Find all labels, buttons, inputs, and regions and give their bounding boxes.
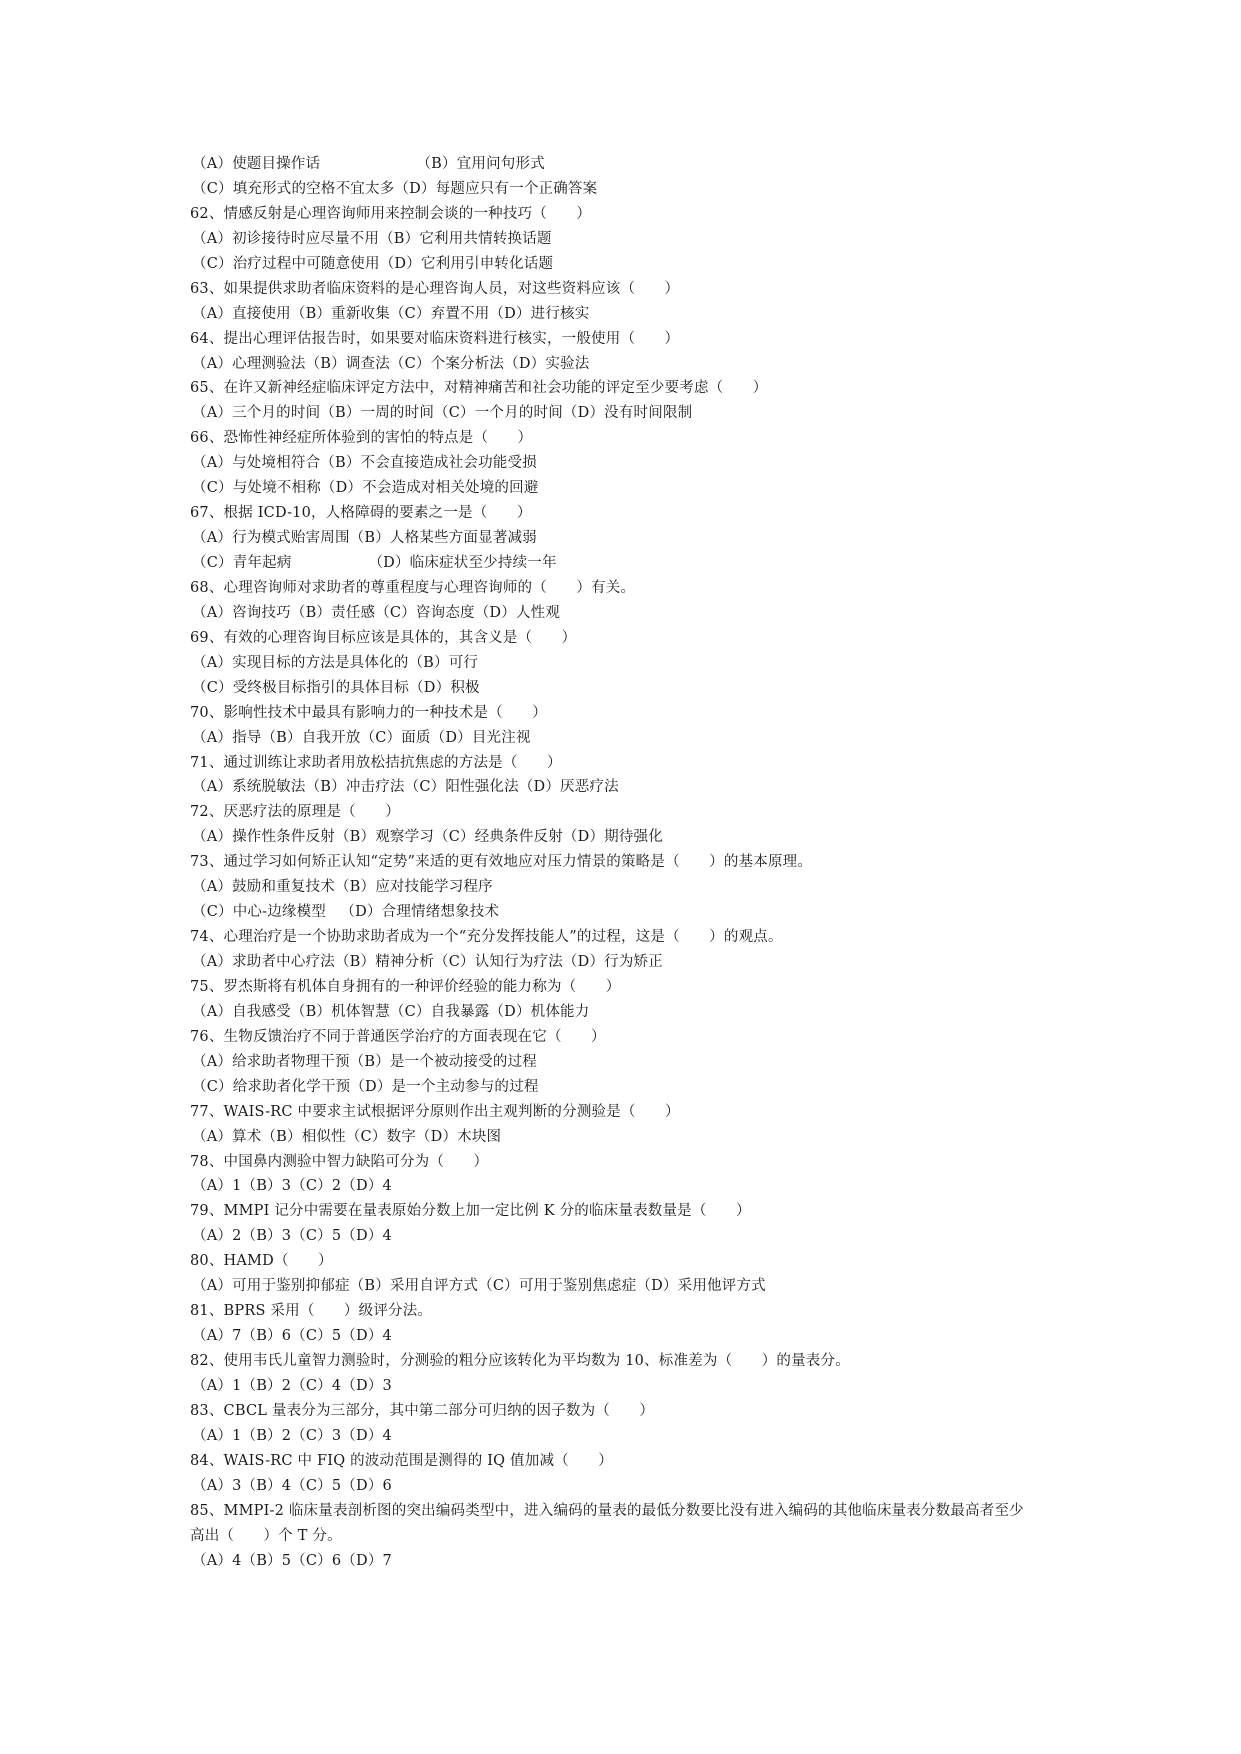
answer-options: （A）初诊接待时应尽量不用（B）它利用共情转换话题 [192, 230, 552, 247]
answer-options: （A）2（B）3（C）5（D）4 [192, 1228, 392, 1245]
answer-options: （C）中心-边缘模型 （D）合理情绪想象技术 [192, 904, 500, 921]
answer-options: （A）操作性条件反射（B）观察学习（C）经典条件反射（D）期待强化 [192, 829, 663, 846]
question-text: 78、中国鼻内测验中智力缺陷可分为（ ） [190, 1153, 489, 1170]
answer-options: （A）1（B）2（C）4（D）3 [192, 1377, 392, 1394]
answer-options: （A）三个月的时间（B）一周的时间（C）一个月的时间（D）没有时间限制 [192, 405, 693, 422]
answer-options: （A）求助者中心疗法（B）精神分析（C）认知行为疗法（D）行为矫正 [192, 954, 663, 970]
answer-options: （C）与处境不相称（D）不会造成对相关处境的回避 [192, 480, 539, 497]
question-text: 85、MMPI-2 临床量表剖析图的突出编码类型中，进入编码的量表的最低分数要比没有进入编码的其他临床量表分数最高者至少 [190, 1502, 1024, 1519]
question-text: 68、心理咨询师对求助者的尊重程度与心理咨询师的（ ）有关。 [190, 579, 636, 596]
answer-options: （A）直接使用（B）重新收集（C）弃置不用（D）进行核实 [192, 305, 590, 322]
question-text: 76、生物反馈治疗不同于普通医学治疗的方面表现在它（ ） [190, 1028, 606, 1045]
question-text: 80、HAMD（ ） [190, 1253, 333, 1270]
answer-options: （C）给求助者化学干预（D）是一个主动参与的过程 [192, 1078, 539, 1095]
question-text: 67、根据 ICD-10，人格障碍的要素之一是（ ） [190, 505, 532, 522]
answer-options: （A）鼓励和重复技术（B）应对技能学习程序 [192, 879, 493, 896]
question-text: 62、情感反射是心理咨询师用来控制会谈的一种技巧（ ） [190, 205, 592, 222]
question-text: 82、使用韦氏儿童智力测验时，分测验的粗分应该转化为平均数为 10、标准差为（ ）的量表分。 [190, 1353, 850, 1369]
answer-options: （A）自我感受（B）机体智慧（C）自我暴露（D）机体能力 [192, 1003, 590, 1020]
question-text: 74、心理治疗是一个协助求助者成为一个“充分发挥技能人”的过程，这是（ ）的观点。 [190, 929, 783, 946]
answer-options: （A）1（B）3（C）2（D）4 [192, 1178, 392, 1195]
question-text: 65、在许又新神经症临床评定方法中，对精神痛苦和社会功能的评定至少要考虑（ ） [190, 380, 768, 397]
answer-options: （A）可用于鉴别抑郁症（B）采用自评方式（C）可用于鉴别焦虑症（D）采用他评方式 [192, 1278, 766, 1295]
answer-options: （A）4（B）5（C）6（D）7 [192, 1552, 392, 1569]
question-text: 73、通过学习如何矫正认知“定势”来适的更有效地应对压力情景的策略是（ ）的基本原理。 [190, 854, 813, 871]
answer-options: （A）实现目标的方法是具体化的（B）可行 [192, 654, 479, 671]
answer-options: （A）心理测验法（B）调查法（C）个案分析法（D）实验法 [192, 355, 590, 372]
answer-options: （A）7（B）6（C）5（D）4 [192, 1328, 392, 1345]
answer-options: （A）1（B）2（C）3（D）4 [192, 1427, 392, 1444]
answer-options: （A）给求助者物理干预（B）是一个被动接受的过程 [192, 1053, 537, 1070]
question-text: 83、CBCL 量表分为三部分，其中第二部分可归纳的因子数为（ ） [190, 1402, 655, 1419]
answer-options: （A）算术（B）相似性（C）数字（D）木块图 [192, 1128, 502, 1145]
answer-options: （C）青年起病 （D）临床症状至少持续一年 [192, 555, 557, 571]
question-text: 75、罗杰斯将有机体自身拥有的一种评价经验的能力称为（ ） [190, 978, 621, 995]
answer-options: （A）指导（B）自我开放（C）面质（D）目光注视 [192, 729, 531, 746]
question-text: 64、提出心理评估报告时，如果要对临床资料进行核实，一般使用（ ） [190, 330, 680, 347]
question-text: 69、有效的心理咨询目标应该是具体的，其含义是（ ） [190, 629, 577, 646]
question-text: 70、影响性技术中最具有影响力的一种技术是（ ） [190, 704, 547, 721]
question-text: 79、MMPI 记分中需要在量表原始分数上加一定比例 K 分的临床量表数量是（ ） [190, 1203, 751, 1220]
answer-options: （A）行为模式贻害周围（B）人格某些方面显著减弱 [192, 530, 537, 547]
answer-options: （C）受终极目标指引的具体目标（D）积极 [192, 679, 480, 696]
question-text: 77、WAIS-RC 中要求主试根据评分原则作出主观判断的分测验是（ ） [190, 1103, 680, 1120]
question-text: 63、如果提供求助者临床资料的是心理咨询人员，对这些资料应该（ ） [190, 280, 680, 297]
answer-options: （A）咨询技巧（B）责任感（C）咨询态度（D）人性观 [192, 604, 561, 621]
question-text: 66、恐怖性神经症所体验到的害怕的特点是（ ） [190, 430, 533, 447]
question-text: 72、厌恶疗法的原理是（ ） [190, 804, 400, 821]
answer-options: （A）系统脱敏法（B）冲击疗法（C）阳性强化法（D）厌恶疗法 [192, 779, 619, 796]
answer-options: （A）使题目操作话 （B）宜用问句形式 [192, 156, 545, 172]
question-text: 81、BPRS 采用（ ）级评分法。 [190, 1303, 433, 1320]
answer-options: （C）治疗过程中可随意使用（D）它利用引申转化话题 [192, 255, 554, 272]
answer-options: （A）3（B）4（C）5（D）6 [192, 1477, 392, 1494]
question-text: 84、WAIS-RC 中 FIQ 的波动范围是测得的 IQ 值加减（ ） [190, 1452, 613, 1469]
answer-options: （A）与处境相符合（B）不会直接造成社会功能受损 [192, 455, 537, 472]
question-text: 71、通过训练让求助者用放松拮抗焦虑的方法是（ ） [190, 754, 562, 771]
answer-options: （C）填充形式的空格不宜太多（D）每题应只有一个正确答案 [192, 180, 598, 197]
question-list [190, 152, 1070, 1573]
question-text: 高出（ ）个 T 分。 [190, 1527, 342, 1544]
